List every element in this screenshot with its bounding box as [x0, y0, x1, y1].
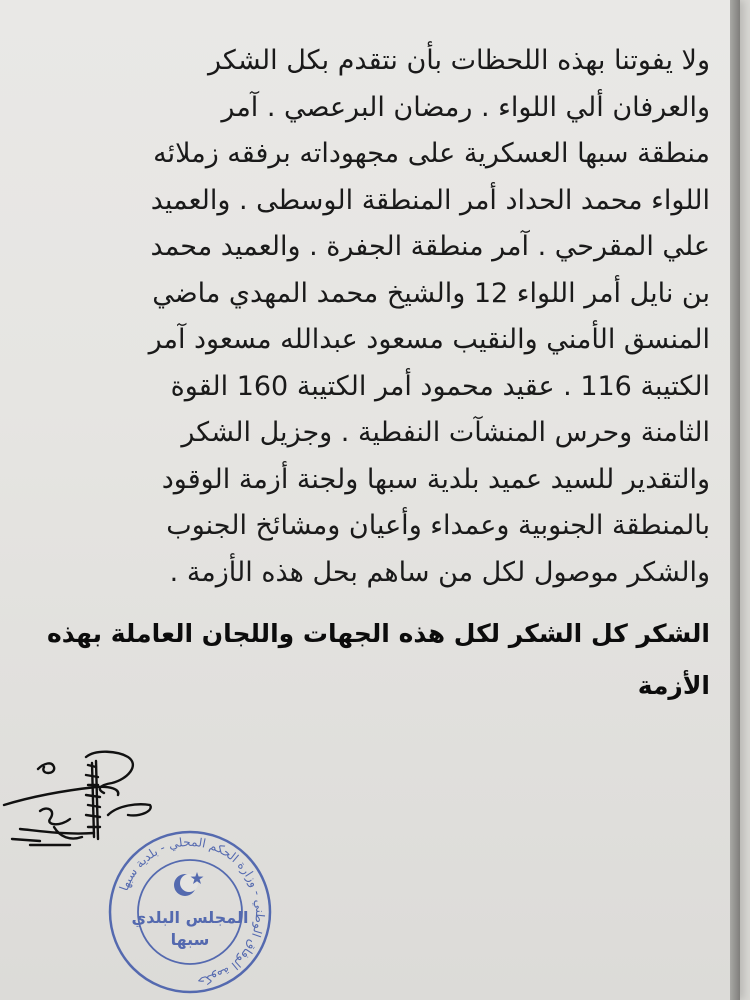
body-line: والتقدير للسيد عميد بلدية سبها ولجنة أزمة الوقود — [161, 463, 710, 495]
official-stamp — [105, 825, 275, 1000]
closing-line: الشكر كل الشكر لكل هذه الجهات واللجان العاملة بهذه — [46, 619, 710, 648]
body-line: منطقة سبها العسكرية على مجهوداته برفقه زملائه — [153, 138, 710, 169]
body-line: المنسق الأمني والنقيب مسعود عبدالله مسعود آمر — [148, 324, 710, 355]
page-edge — [730, 0, 740, 1000]
closing-line: الأزمة — [637, 671, 710, 700]
letter-body — [20, 38, 710, 596]
body-line: الكتيبة 116 . عقيد محمود أمر الكتيبة 160 القوة — [170, 370, 710, 402]
body-line: الثامنة وحرس المنشآت النفطية . وجزيل الشكر — [181, 417, 710, 448]
stamp-outer-text: حكومة الوفاق الوطني - وزارة الحكم المحلي - بلدية سبها — [116, 834, 268, 989]
stamp-center-city: سبها — [170, 930, 210, 949]
body-line: ولا يفوتنا بهذه اللحظات بأن نتقدم بكل الشكر — [208, 45, 710, 76]
body-line: والشكر موصول لكل من ساهم بحل هذه الأزمة . — [169, 556, 710, 588]
body-line: بن نايل أمر اللواء 12 والشيخ محمد المهدي ماضي — [152, 277, 710, 309]
stamp-center-title: المجلس البلدي — [131, 908, 249, 927]
body-line: اللواء محمد الحداد أمر المنطقة الوسطى . والعميد — [150, 184, 710, 216]
body-line: علي المقرحي . آمر منطقة الجفرة . والعميد محمد — [150, 231, 710, 262]
body-line: بالمنطقة الجنوبية وعمداء وأعيان ومشائخ الجنوب — [166, 510, 710, 541]
body-line: والعرفان ألي اللواء . رمضان البرعصي . آمر — [221, 91, 710, 123]
closing-thanks — [20, 608, 710, 712]
